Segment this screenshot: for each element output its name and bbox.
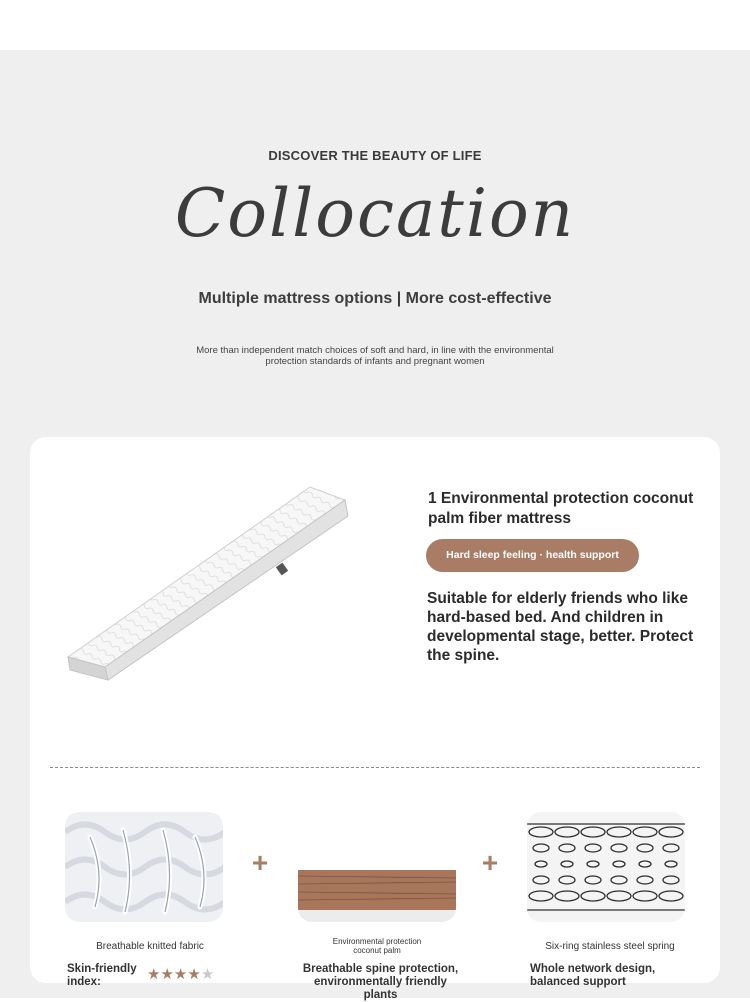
feature-tag-pill: Hard sleep feeling · health support: [426, 539, 639, 572]
collocation-section: [0, 50, 750, 1001]
section-subtitle: Multiple mattress options | More cost-effective: [198, 290, 552, 307]
product-title: 1 Environmental protection coconut palm fiber mattress: [428, 490, 694, 527]
plus-icon: +: [481, 847, 499, 878]
section-description: More than independent match choices of soft and hard, in line with the environmental protection standards of infants and pregnant women: [196, 345, 554, 367]
eyebrow-text: DISCOVER THE BEAUTY OF LIFE: [268, 148, 482, 163]
star-filled-icon: ★: [173, 966, 188, 983]
mattress-image: [60, 482, 360, 682]
star-filled-icon: ★: [160, 966, 174, 983]
top-margin: [0, 0, 750, 50]
product-card: [30, 437, 720, 1001]
feature-note: Breathable spine protection, environmentally friendly plants: [302, 963, 459, 1001]
dashed-divider: [50, 767, 700, 768]
coconut-palm-layer-image: [298, 812, 456, 922]
feature-note: Whole network design, balanced support: [530, 963, 656, 988]
plus-icon: +: [251, 847, 269, 878]
feature-caption: Breathable knitted fabric: [96, 941, 204, 952]
feature-caption: Environmental protection coconut palm: [332, 937, 422, 955]
feature-caption: Six-ring stainless steel spring: [545, 941, 675, 952]
steel-spring-image: [527, 812, 685, 922]
star-filled-icon: ★: [147, 966, 161, 983]
star-filled-icon: ★: [187, 966, 201, 983]
star-empty-icon: ★: [200, 966, 215, 983]
rating-stars: [147, 967, 214, 982]
script-title: Collocation: [174, 175, 576, 252]
product-description: Suitable for elderly friends who like hard-based bed. And children in developmental stage, better. Protect the spine.: [427, 590, 694, 664]
skin-friendly-label: Skin-friendly index:: [67, 963, 137, 988]
knitted-fabric-image: [65, 812, 223, 922]
